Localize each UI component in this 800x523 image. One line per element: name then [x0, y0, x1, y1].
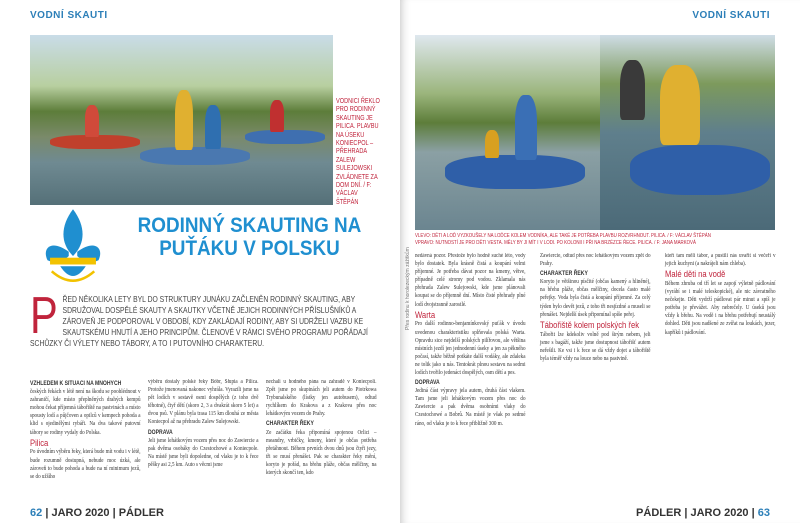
- paragraph: Během zhruba od tří let se zapojí výletně pádlování (vyrábí se i malé teleskopické), ale nic závratného nečekejte. Děti vydrží pádlovat pár minut a spíš je potřeba je převážet. Aby nebrečely. U úseků jsou vždy k břehu. Na vodě i na břehu potřebují neustálý dohled. Děti jsou nadšené ze zvířat na loukách, jezer, kapříků i pádlování.: [665, 280, 776, 336]
- page-number: 63: [757, 507, 770, 519]
- subheading-warta: Warta: [415, 309, 436, 320]
- column-2: [540, 252, 651, 364]
- column-3: [266, 378, 377, 478]
- paragraph: výběru dostaly polské řeky Bóbr, Słupia a Pilica. Protože jmenovaná nakonec vyhrála. Vyrazili jsme na pět lodích v sestavě osmi dospělých (z toho dvě těhotné), čtyř dětí (skoro 2, 3 a dvakrát skoro 5 let) a dvou psů. V plánu byla trasa 115 km dlouhá ze města Koniecpol až na přehradu Zalew Sulejowski.: [148, 379, 259, 426]
- photo-caption: VODNICI ŘEKLO PRO RODINNÝ SKAUTING JE PILICA. PLAVBU NA ÚSEKU KONIECPOL – PŘEHRADA ZALEW SULEJOWSKI ZVLÁDNETE ZA DOM DNÍ. / F: VÁCLAV ŠTĚPÁN: [336, 98, 380, 206]
- scout-lily-logo: [28, 205, 118, 290]
- canoe-photo: [30, 35, 333, 205]
- paragraph: Pro další rodinno-benjamínkovský puťák v úvodu uvedenou charakteristiku splňovala polská Warta. Opravdu sice nejdelší polských pilířovou, ale většina místních jezdí jen jednodenní úseky a jen za pěkného počasí, takže běžně potkáte další vodáky, ale zdaleka ne tolik jako u nás. Tentokrát plnou sestavu na sedmi lodích tvořilo jedenáct dospělých, osm dětí a pes.: [415, 321, 526, 377]
- footer-text: PÁDLER | JARO 2020 |: [636, 507, 755, 519]
- article-intro: [30, 287, 374, 349]
- drop-cap: P: [30, 287, 58, 345]
- column-1: [30, 378, 141, 482]
- paragraph: Tábořit lze kdekoliv volně pod širým nebem, jeli jsme s bagáží, takže jsme dostupnost tábořišť autem neřešili. Ke vsi i k řece se dá vždy dojet a tábořiště byla téměř vždy na louce nebo na pastvině.: [540, 331, 651, 362]
- article-title: RODINNÝ SKAUTING NA PUŤÁKU V POLSKU: [137, 214, 362, 261]
- spine-text: Přes rodinu k horolezeckým zážitkům: [405, 247, 411, 330]
- column-heading: CHARAKTER ŘEKY: [266, 421, 314, 428]
- column-heading: VZHLEDEM K SITUACI NA MNOHÝCH: [30, 381, 122, 387]
- column-3: [665, 252, 776, 338]
- page-footer: [636, 507, 770, 520]
- section-header: VODNÍ SKAUTI: [30, 10, 108, 21]
- paragraph: kteří tam měli tábor, a pustili nás uvařit si večeři v jejich kuchyni (a nakrájeli nám chleba).: [665, 253, 776, 268]
- paragraph: Zawiercie, odtud přes noc lehátkovým vozem zpět do Prahy.: [540, 253, 651, 268]
- canoe-photo-left: [415, 35, 600, 230]
- column-2: [148, 378, 259, 470]
- page-footer: [30, 507, 164, 520]
- page-number: 62: [30, 507, 43, 519]
- footer-text: | JARO 2020 | PÁDLER: [45, 507, 164, 519]
- paragraph: Koryto je většinou písčité (občas kamený a hliněné), na břehu pláže, občas mělčiny, docela často malé peřejky. Voda byla čistá a koupání příjemné. Za celý týden bylo devět jezů, z toho tři nesjízdné a museli se přenášet. Nejdelší úsek připomínal spíše peřej.: [540, 279, 651, 318]
- photo-caption: [415, 233, 783, 246]
- column-heading: DOPRAVA: [415, 380, 440, 387]
- paragraph: Jediná část výpravy jela autem, druhá část vlakem. Tam jsme jeli lehátkovým vozem přes noc do Zawiercie a pak dvěma osobními vlaky do Czestochowé a Bobrů. Na místě je však po sedmé ráno, od vlaku je to k řece přibližně 300 m.: [415, 388, 526, 427]
- column-1: [415, 252, 526, 429]
- paragraph: nechali u hodného pána na zahradě v Koniecpoli. Zpět jsme po skupinách jeli autem do Piotrkowa Trybunalského (lístky jen autobusem), odtud rychlíkem do Krakova a z Krakova přes noc lehátkovým vozem do Prahy.: [266, 379, 377, 418]
- column-heading: DOPRAVA: [148, 429, 173, 436]
- intro-text: ŘED NĚKOLIKA LETY BYL DO STRUKTURY JUNÁKU ZAČLENĚN RODINNÝ SKAUTING, ABY SDRUŽOVAL DOSPĚLÉ SKAUTY A SKAUTKY VČETNĚ JEJICH RODINNÝCH PŘÍSLUŠNÍKŮ A ZÁROVEŇ JE PODPOROVAL V OBDOBÍ, KDY ZAKLÁDAJÍ RODINY, ABY SI UDRŽELI VAZBU KE SKAUTSKÉMU HNUTÍ A JEHO PRINCIPŮM. ČLENOVÉ V RÁMCI SVÉHO PROGRAMU POŘÁDAJÍ SCHŮZKY ČI VÝLETY NEBO TÁBORY, A TO I PUTOVNÍHO CHARAKTERU.: [30, 294, 368, 349]
- caption-right: VPRAVO: NUTNOSTÍ JE PRO DĚTI VESTA. MĚLY BY JI MÍT I V LODI. PO KOLONII I PŘI NA BRZÉZCE ŘECE. PILICA. / F: JANA MARKOVÁ: [415, 239, 696, 246]
- paragraph: českých řekách v létě není na škodu se poohlédnout v zahraničí, kde místo přeplněných drahých kempů mohou čekat příjemná tábořiště na pastvinách a místo spousty lodí a půjčoven a opilců v kempech pohoda a klid s ojedinělými rybáři. Na dva takové putovní tábory se rodiny vydaly do Polska.: [30, 389, 141, 436]
- paragraph: Ze začátku řeka připomíná spojenou Orlici – meandry, vrbičky, kmeny, které je občas potřeba přetáhnout. Během prvních dvou dnů jsou čtyři jezy, tři se musí přenášet. Pak se charakter řeky mění, koryto je pořád, na břehu pláže, občas mělčiny, na kterých skončí ten, kdo: [266, 429, 377, 477]
- right-page: [400, 0, 800, 523]
- subheading-pilica: Pilica: [30, 437, 49, 448]
- paragraph: Jeli jsme lehátkovým vozem přes noc do Zawiercie a pak dvěma osobáky do Czestochowé a Koniecpole. Na místě jsme byli dopoledne, od vlaku je to k řece pěšky asi 2,5 km. Auto s věcmi jsme: [148, 437, 259, 468]
- paragraph: Po úvodním výběru řeky, která bude mít vodu i v létě, bude rozumně dostupná, nebude moc úzká, ale zároveň to bude pohoda a bude na ní minimum jezů, se do užšího: [30, 449, 141, 480]
- subheading-campsites: Tábořiště kolem polských řek: [540, 319, 640, 330]
- canoe-photo-right: [600, 35, 775, 230]
- subheading-small-kids: Malé děti na vodě: [665, 269, 726, 280]
- paragraph: nedávná pozor. Přestože bylo hodně suché léto, vody bylo dostatek. Byla krásně čistá a koupání velmi příjemné. Je potřeba dávat pozor na kmeny, větve, případně celé stromy pod vodou. Zklamala nás přehrada Zalew Sulejowski, kde jsme plánovali koupat se do příjemně dní. Místo čisté přehrady plné lodí dvojstranně zarostlé.: [415, 253, 526, 308]
- section-header: VODNÍ SKAUTI: [692, 10, 770, 21]
- caption-left: VLEVO: DĚTI A LOĎ VYZKOUŠELY NA LOĎCE KOLEM VODNÍKA, ALE TAKÉ JE POTŘEBA PLAVBU ROZVRHNOUT. PILICA. / F: VÁCLAV ŠTĚPÁN: [415, 233, 711, 239]
- column-heading: CHARAKTER ŘEKY: [540, 271, 588, 278]
